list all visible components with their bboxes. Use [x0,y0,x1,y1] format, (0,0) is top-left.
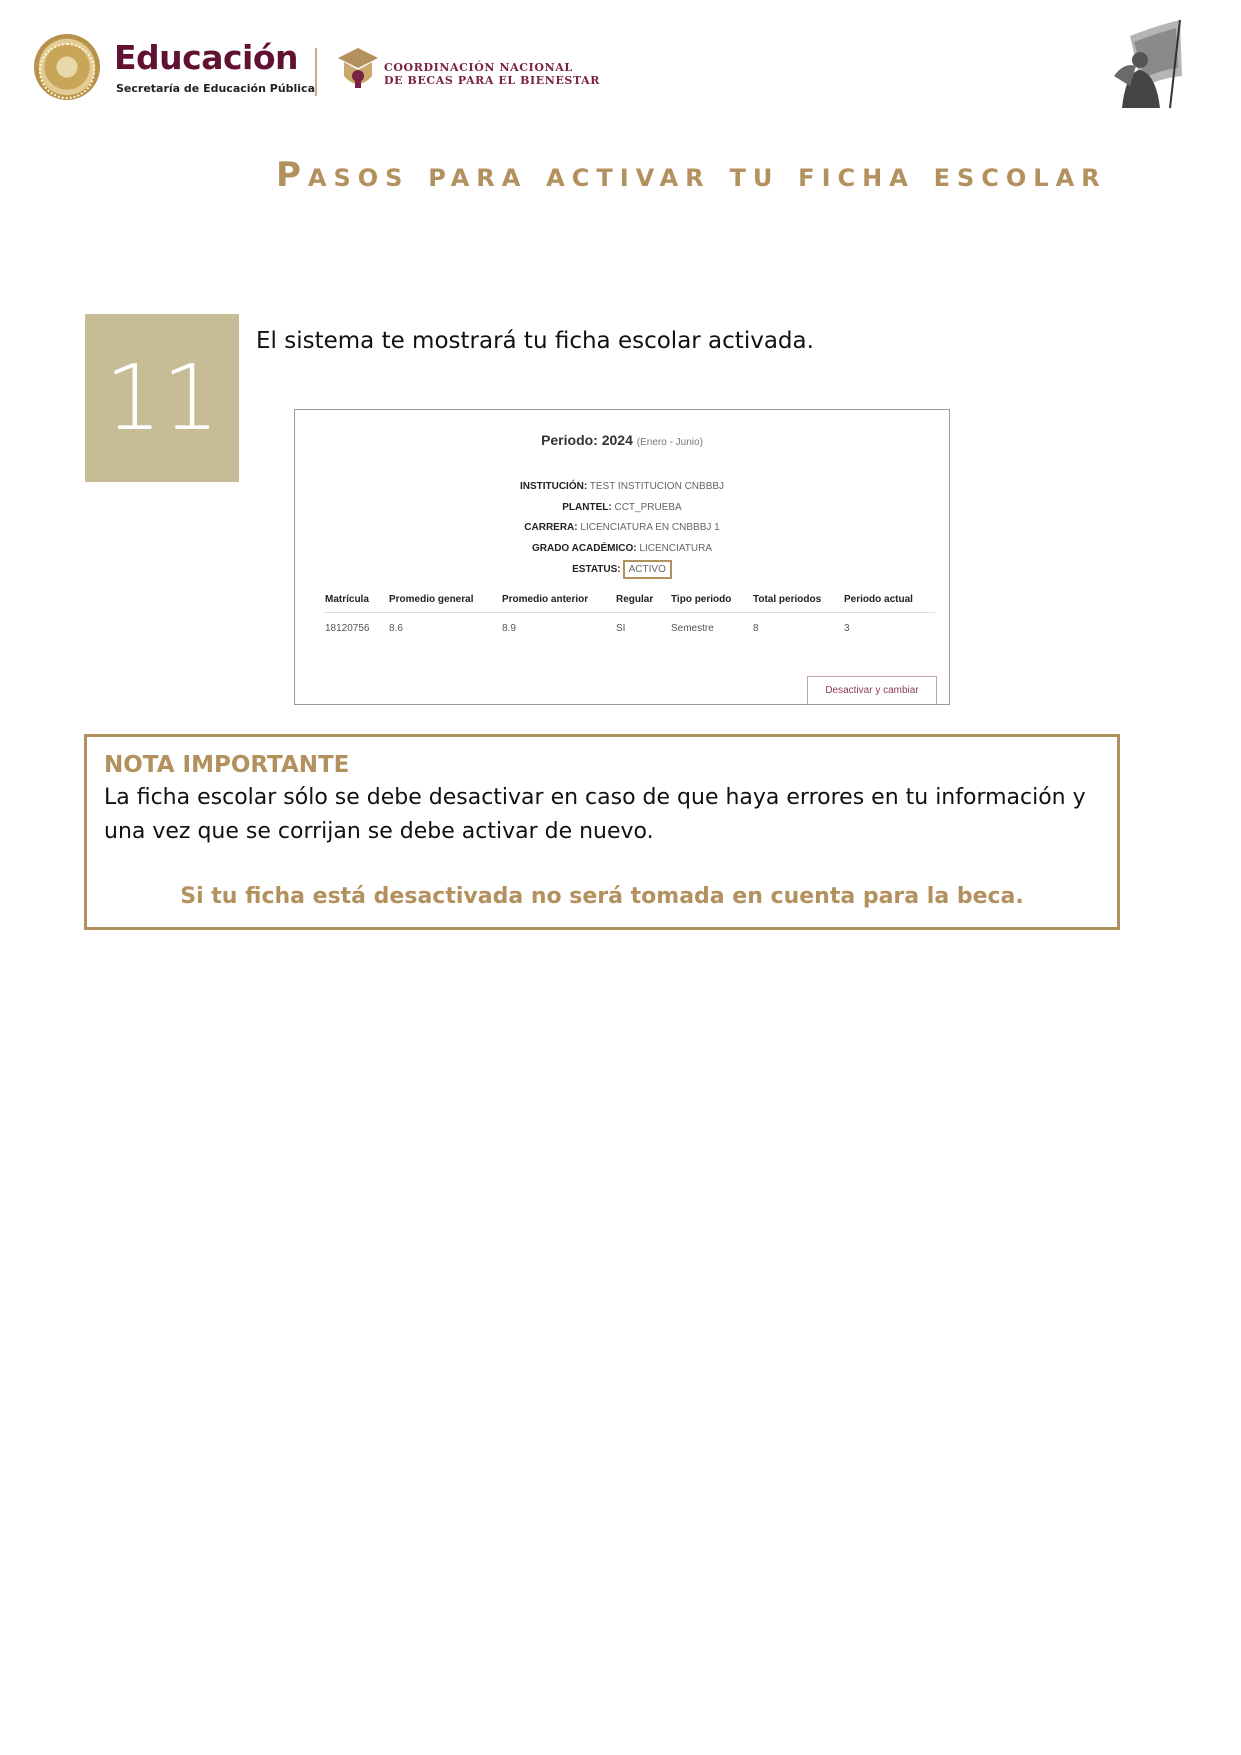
period-label: Periodo: 2024 [541,432,633,448]
flag-figure-icon [1100,16,1188,112]
table-cell: 8.9 [502,623,516,634]
logo-title: Educación [114,38,299,77]
table-cell: Semestre [671,623,714,634]
becas-line-2: DE BECAS PARA EL BIENESTAR [384,74,601,87]
national-seal-icon [34,34,100,100]
table-row [325,619,935,639]
header [34,30,1214,110]
table-header [325,590,935,613]
ficha-screenshot [294,409,950,705]
important-note [84,734,1120,930]
field-institucion: INSTITUCIÓN: TEST INSTITUCION CNBBBJ [519,481,725,492]
column-header: Periodo actual [844,594,913,605]
note-warning: Si tu ficha está desactivada no será tomada en cuenta para la beca. [180,884,1024,909]
table-cell: SI [616,623,626,634]
column-header: Promedio anterior [502,594,589,605]
becas-line-1: COORDINACIÓN NACIONAL [384,61,573,74]
field-estatus: ESTATUS: ACTIVO [295,560,949,579]
column-header: Total periodos [753,594,822,605]
table-cell: 3 [844,623,850,634]
page-title: Pasos para activar tu ficha escolar [276,155,1107,195]
logo-subtitle: Secretaría de Educación Pública [116,82,316,95]
header-divider [315,48,317,96]
field-plantel: PLANTEL: CCT_PRUEBA [562,502,682,513]
step-number: 11 [104,345,220,451]
column-header: Tipo periodo [671,594,732,605]
field-carrera: CARRERA: LICENCIATURA EN CNBBBJ 1 [524,522,720,533]
table-cell: 8 [753,623,759,634]
deactivate-change-button[interactable]: Desactivar y cambiar [807,676,937,704]
table-cell: 8.6 [389,623,403,634]
note-body: La ficha escolar sólo se debe desactivar en caso de que haya errores en tu información y una vez que se corrijan se debe activar de nuevo. [104,785,1086,844]
field-grado: GRADO ACADÉMICO: LICENCIATURA [531,543,712,554]
step-number-box [85,314,239,482]
step-instruction: El sistema te mostrará tu ficha escolar activada. [256,328,814,354]
column-header: Matrícula [325,594,369,605]
column-header: Regular [616,594,654,605]
note-title: NOTA IMPORTANTE [104,752,350,778]
graduation-cap-icon [336,46,380,94]
ficha-table [325,590,935,639]
column-header: Promedio general [389,594,474,605]
status-badge: ACTIVO [623,560,672,579]
period-heading [295,432,949,448]
period-range: (Enero - Junio) [636,437,703,448]
table-cell: 18120756 [325,623,370,634]
